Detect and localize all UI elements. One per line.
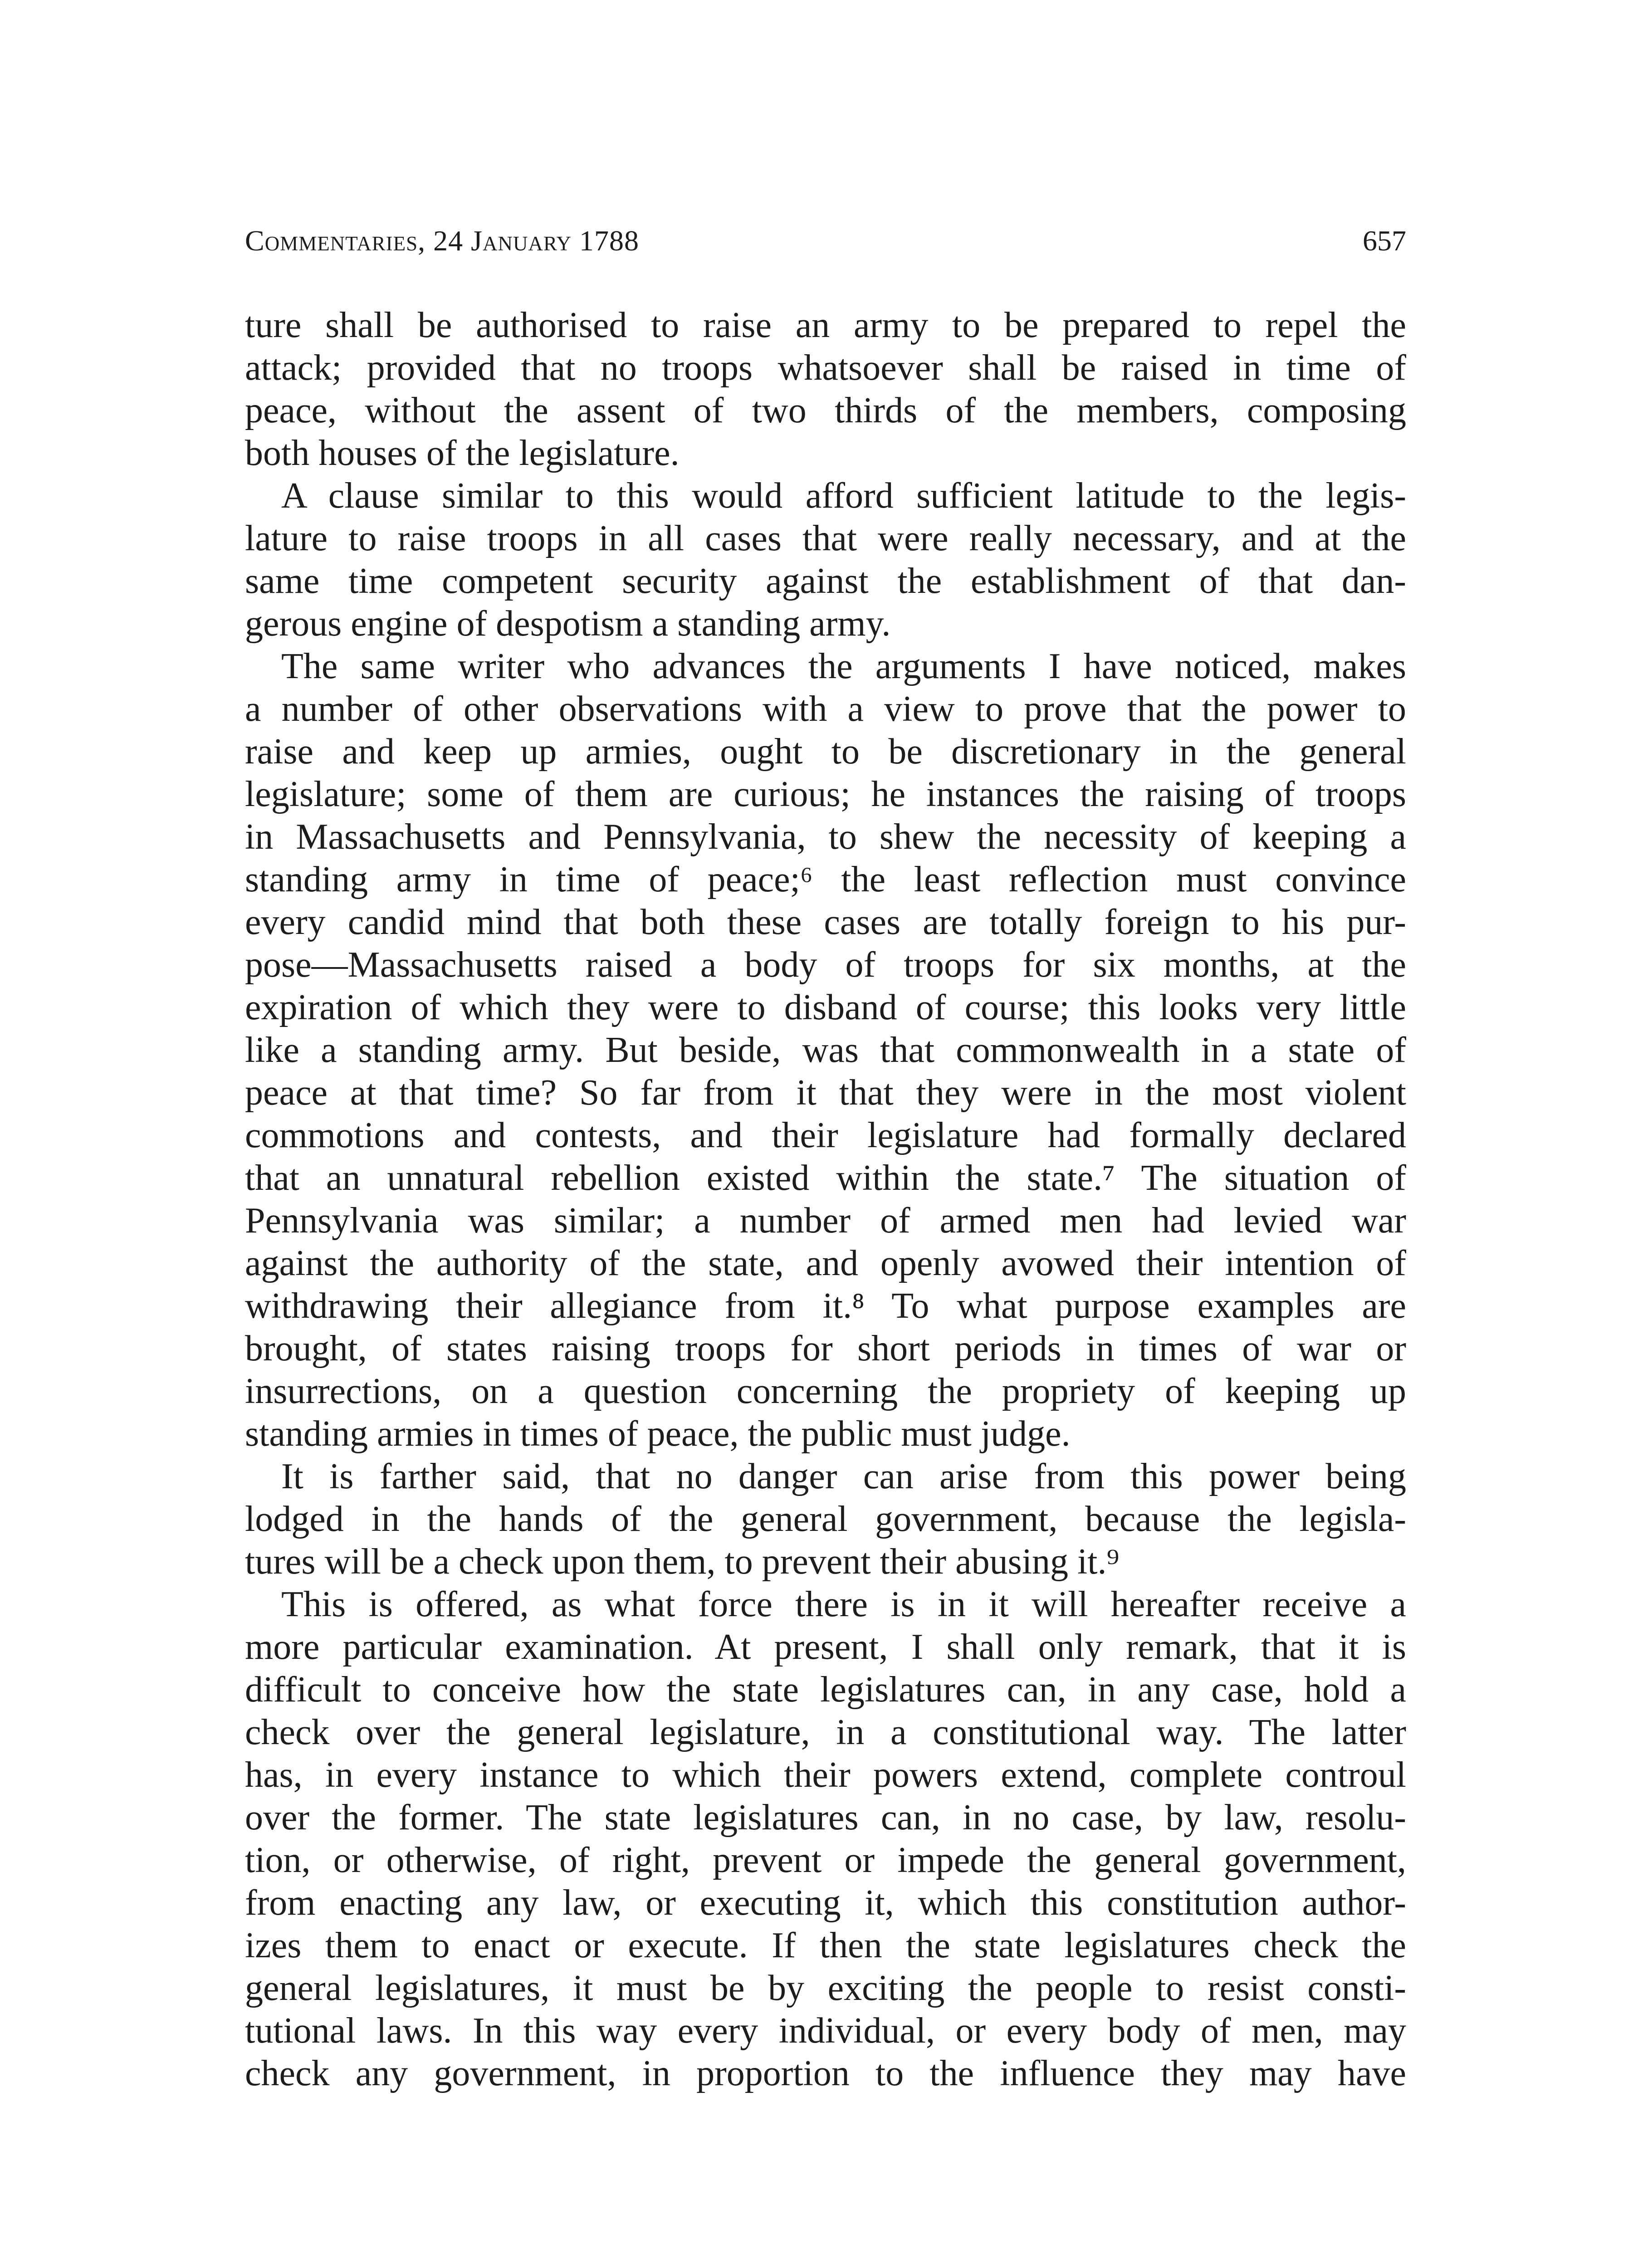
text-line: izes them to enact or execute. If then the state legislatures check the <box>245 1926 1406 1965</box>
text-line: tutional laws. In this way every individual, or every body of men, may <box>245 2011 1406 2051</box>
text-line: pose—Massachusetts raised a body of troops for six months, at the <box>245 945 1406 985</box>
text-line: more particular examination. At present, I shall only remark, that it is <box>245 1627 1406 1667</box>
text-line: standing armies in times of peace, the public must judge. <box>245 1414 1071 1454</box>
page-number: 657 <box>1363 225 1406 257</box>
text-line: legislature; some of them are curious; he instances the raising of troops <box>245 774 1406 814</box>
body-text <box>245 304 1406 2095</box>
text-line: that an unnatural rebellion existed within the state.⁷ The situation of <box>245 1158 1406 1198</box>
text-line: ture shall be authorised to raise an army to be prepared to repel the <box>245 305 1406 345</box>
text-line: raise and keep up armies, ought to be discretionary in the general <box>245 732 1406 772</box>
text-line: tion, or otherwise, of right, prevent or impede the general government, <box>245 1840 1406 1880</box>
text-line: against the authority of the state, and openly avowed their intention of <box>245 1243 1406 1283</box>
text-line: check any government, in proportion to the influence they may have <box>245 2053 1406 2093</box>
running-header <box>245 220 1406 261</box>
text-line: lodged in the hands of the general government, because the legisla- <box>245 1499 1406 1539</box>
text-line: over the former. The state legislatures can, in no case, by law, resolu- <box>245 1798 1406 1838</box>
text-line: same time competent security against the establishment of that dan- <box>245 561 1406 601</box>
text-line: The same writer who advances the arguments I have noticed, makes <box>281 646 1406 686</box>
text-line: It is farther said, that no danger can arise from this power being <box>281 1457 1406 1496</box>
text-line: from enacting any law, or executing it, which this constitution author- <box>245 1883 1406 1923</box>
text-line: insurrections, on a question concerning the propriety of keeping up <box>245 1371 1406 1411</box>
text-line: brought, of states raising troops for short periods in times of war or <box>245 1329 1406 1369</box>
text-line: withdrawing their allegiance from it.⁸ To what purpose examples are <box>245 1286 1406 1326</box>
text-line: tures will be a check upon them, to prevent their abusing it.⁹ <box>245 1542 1120 1582</box>
text-line: commotions and contests, and their legislature had formally declared <box>245 1115 1406 1155</box>
text-line: gerous engine of despotism a standing army. <box>245 604 891 644</box>
text-line: expiration of which they were to disband of course; this looks very little <box>245 987 1406 1027</box>
text-line: like a standing army. But beside, was that commonwealth in a state of <box>245 1030 1406 1070</box>
text-line: a number of other observations with a view to prove that the power to <box>245 689 1406 729</box>
text-line: peace at that time? So far from it that they were in the most violent <box>245 1073 1406 1113</box>
text-line: standing army in time of peace;⁶ the least reflection must convince <box>245 860 1406 899</box>
text-line: Pennsylvania was similar; a number of armed men had levied war <box>245 1201 1406 1241</box>
text-line: This is offered, as what force there is in it will hereafter receive a <box>281 1584 1406 1624</box>
text-line: lature to raise troops in all cases that were really necessary, and at the <box>245 518 1406 558</box>
text-line: peace, without the assent of two thirds of the members, composing <box>245 391 1406 430</box>
text-line: difficult to conceive how the state legislatures can, in any case, hold a <box>245 1670 1406 1710</box>
text-line: check over the general legislature, in a constitutional way. The latter <box>245 1712 1406 1752</box>
text-line: A clause similar to this would afford sufficient latitude to the legis- <box>281 476 1406 516</box>
text-line: general legislatures, it must be by exciting the people to resist consti- <box>245 1968 1406 2008</box>
text-line: attack; provided that no troops whatsoever shall be raised in time of <box>245 348 1406 388</box>
text-line: has, in every instance to which their powers extend, complete controul <box>245 1755 1406 1795</box>
text-line: every candid mind that both these cases are totally foreign to his pur- <box>245 902 1406 942</box>
text-line: in Massachusetts and Pennsylvania, to shew the necessity of keeping a <box>245 817 1406 857</box>
text-line: both houses of the legislature. <box>245 433 680 473</box>
running-title: Commentaries, 24 January 1788 <box>245 225 640 257</box>
